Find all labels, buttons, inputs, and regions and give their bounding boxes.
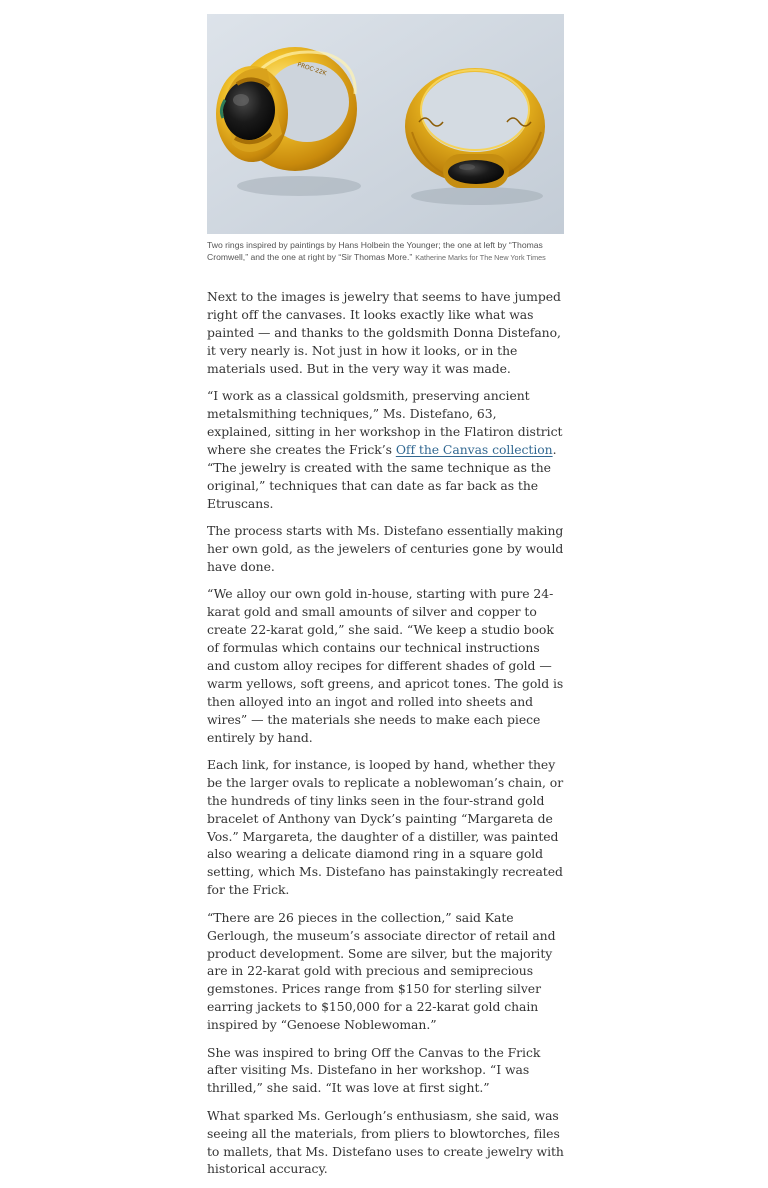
rings-photo bbox=[207, 14, 564, 234]
off-the-canvas-link[interactable]: Off the Canvas collection bbox=[395, 441, 553, 457]
photo-caption bbox=[207, 240, 564, 263]
svg-text:PROC·22K: PROC·22K bbox=[296, 61, 328, 78]
photo-credit: Katherine Marks for The New York Times bbox=[415, 252, 546, 262]
paragraph: Next to the images is jewelry that seems to have jumped right off the canvases. It looks exactly like what was painted — and thanks to the goldsmith Donna Distefano, it very nearly is. Not just in how it looks, or in the materials used. But in the very way it was made. bbox=[207, 289, 561, 376]
paragraph-text: “I work as a classical goldsmith, preserving ancient metalsmithing techniques,” Ms. Distefano, 63, explained, sitting in her workshop in the Flatiron district where she creates the Frick’s bbox=[207, 388, 563, 457]
paragraph: She was inspired to bring Off the Canvas to the Frick after visiting Ms. Distefano in her workshop. “I was thrilled,” she said. “It was love at first sight.” bbox=[207, 1044, 541, 1096]
paragraph: The process starts with Ms. Distefano essentially making her own gold, as the jewelers of centuries gone by would have done. bbox=[207, 523, 564, 574]
paragraph bbox=[207, 387, 564, 512]
article-body bbox=[207, 288, 564, 1178]
paragraph: “We alloy our own gold in-house, starting with pure 24-karat gold and small amounts of silver and copper to create 22-karat gold,” she said. “We keep a studio book of formulas which contains our technical instructions and custom alloy recipes for different shades of gold — warm yellows, soft greens, and apricot tones. The gold is then alloyed into an ingot and rolled into sheets and wires” — the materials she needs to make each piece entirely by hand. bbox=[207, 586, 564, 745]
paragraph-text: . “The jewelry is created with the same technique as the original,” techniques that can date as far back as the Etruscans. bbox=[207, 441, 557, 511]
paragraph: What sparked Ms. Gerlough’s enthusiasm, she said, was seeing all the materials, from pliers to blowtorches, files to mallets, that Ms. Distefano uses to create jewelry with historical accuracy. bbox=[207, 1107, 564, 1177]
caption-text: Two rings inspired by paintings by Hans Holbein the Younger; the one at left by “Thomas Cromwell,” and the one at right by “Sir Thomas More.” bbox=[207, 240, 543, 262]
article bbox=[207, 14, 564, 1188]
paragraph: “There are 26 pieces in the collection,” said Kate Gerlough, the museum’s associate director of retail and product development. Some are silver, but the majority are in 22-karat gold with precious and semiprecious gemstones. Prices range from $150 for sterling silver earring jackets to $150,000 for a 22-karat gold chain inspired by “Genoese Noblewoman.” bbox=[207, 909, 556, 1033]
paragraph: Each link, for instance, is looped by hand, whether they be the larger ovals to replicate a noblewoman’s chain, or the hundreds of tiny links seen in the four-strand gold bracelet of Anthony van Dyck’s painting “Margareta de Vos.” Margareta, the daughter of a distiller, was painted also wearing a delicate diamond ring in a square gold setting, which Ms. Distefano has painstakingly recreated for the Frick. bbox=[207, 756, 564, 898]
